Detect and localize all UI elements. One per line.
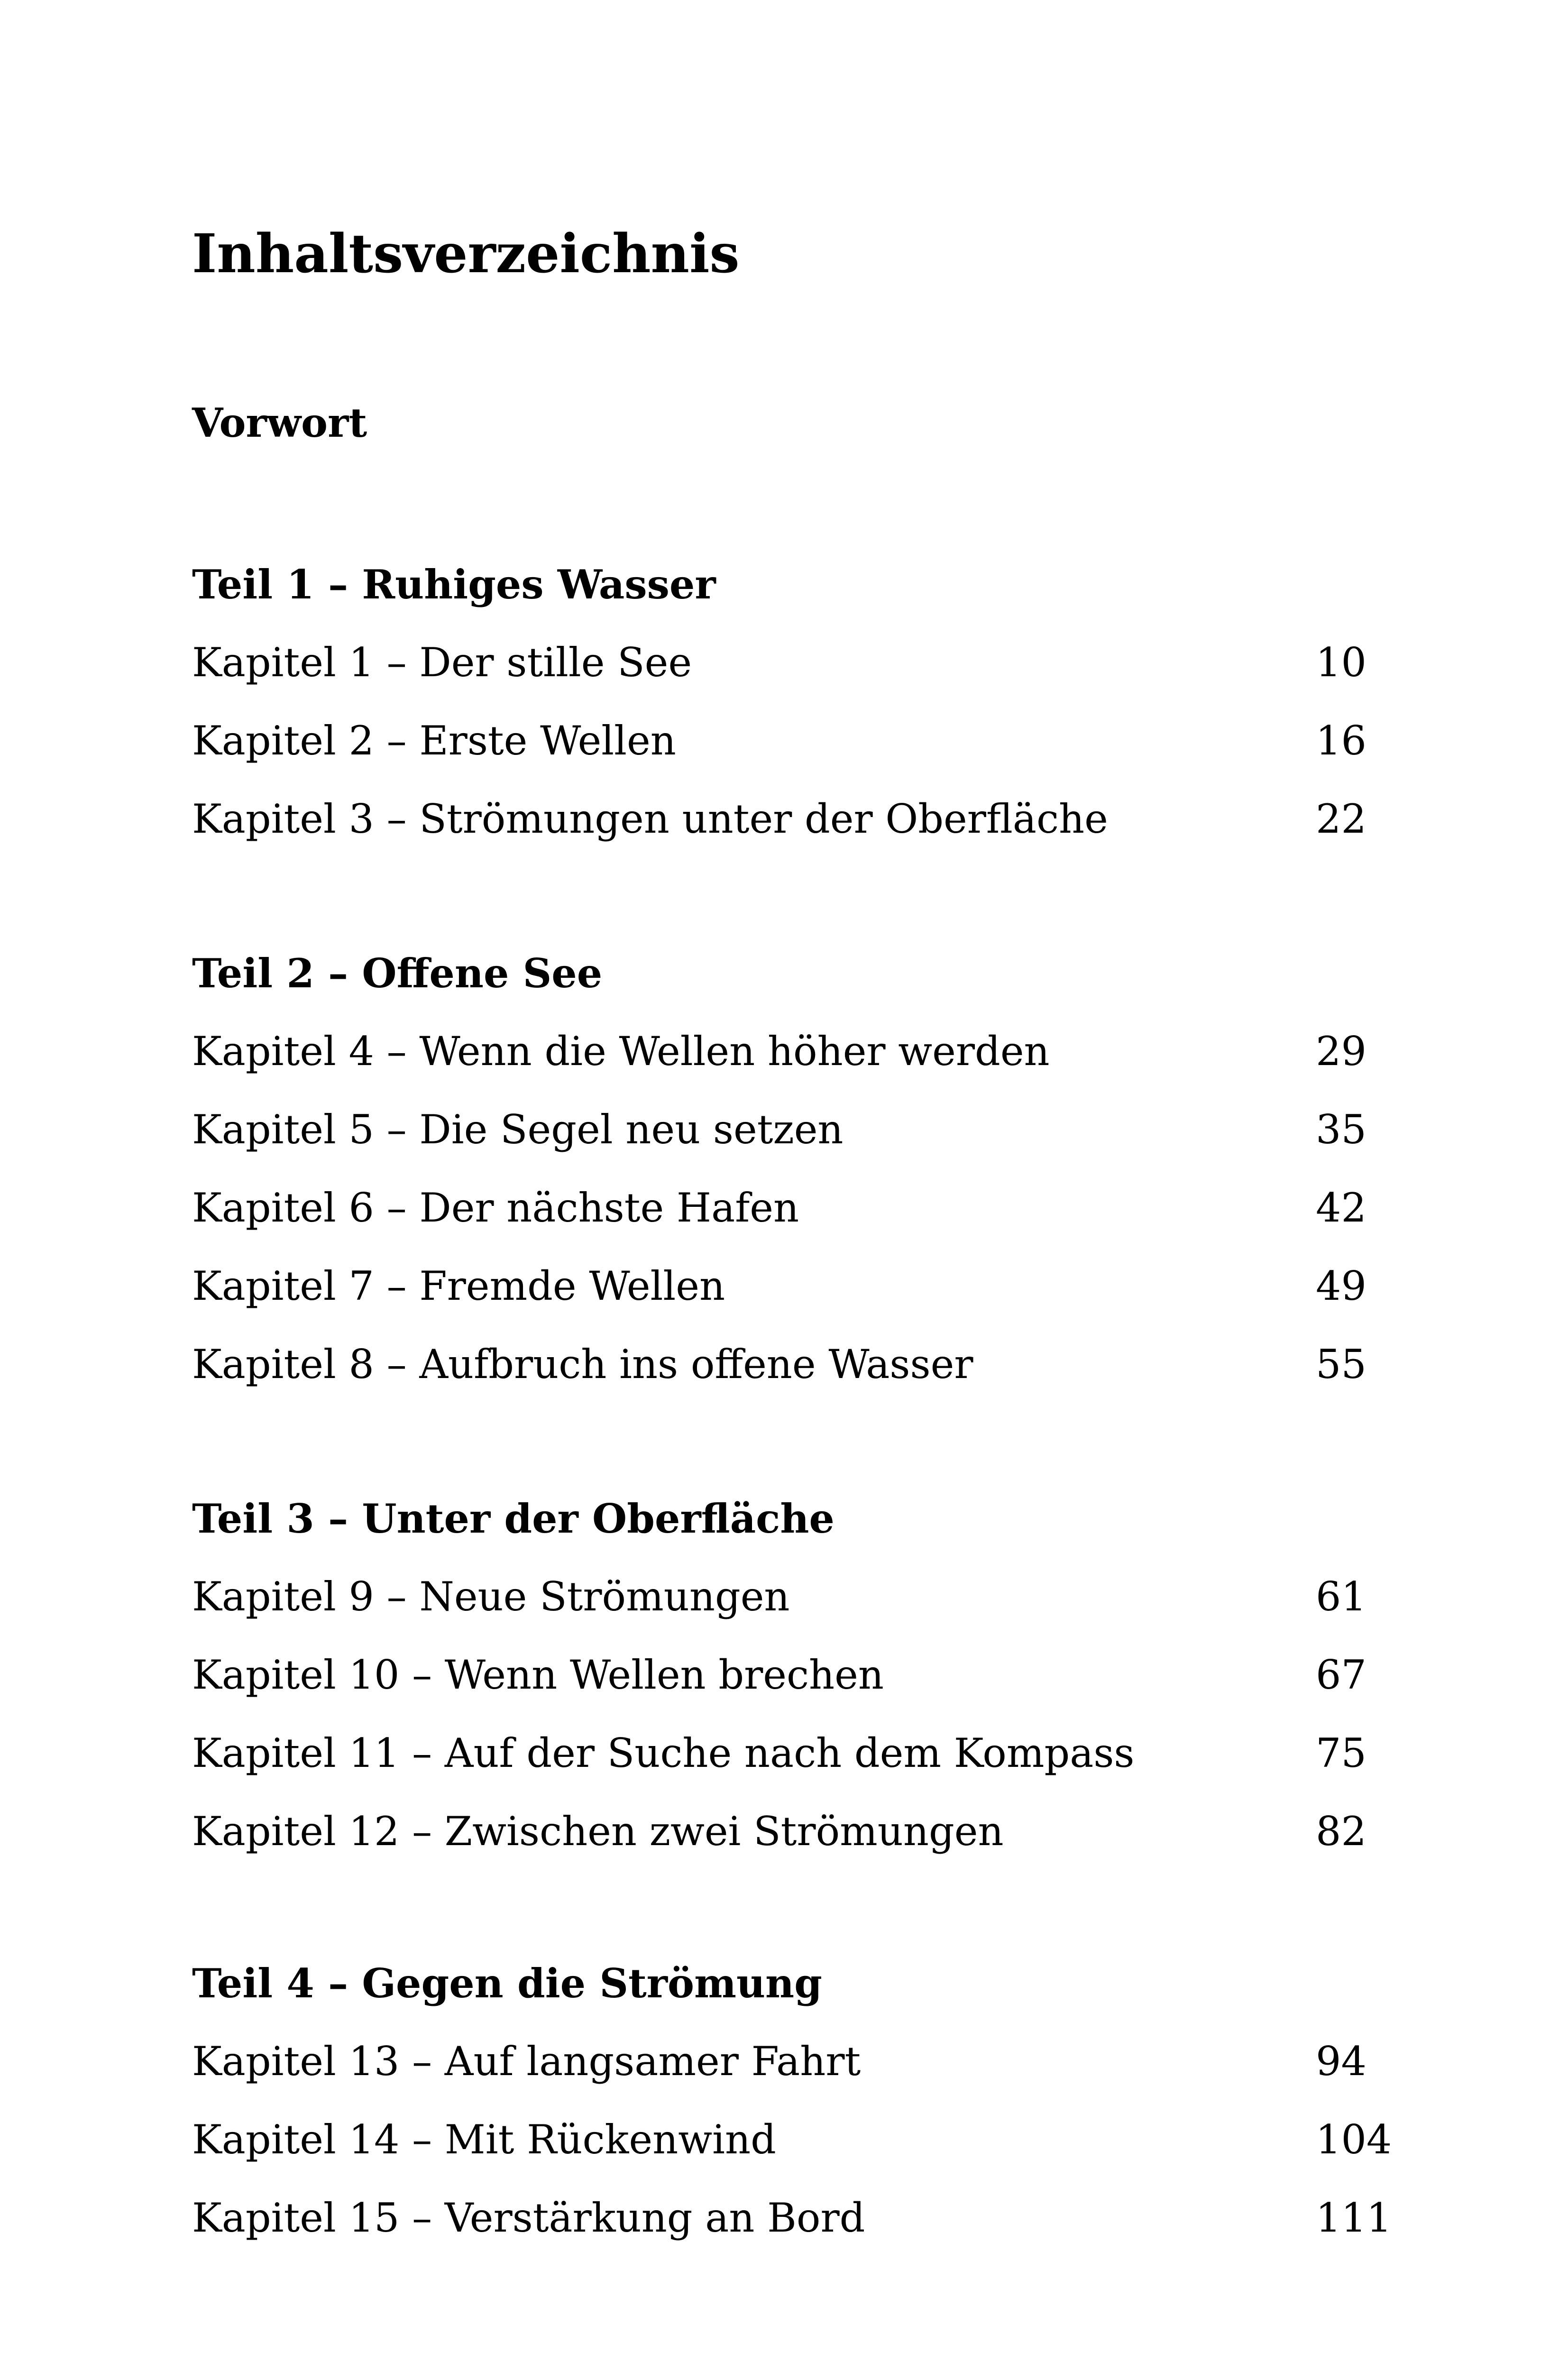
chapter-entry	[192, 2101, 1392, 2179]
chapter-title: Kapitel 8 – Aufbruch ins offene Wasser	[192, 1341, 973, 1388]
chapter-title: Kapitel 1 – Der stille See	[192, 639, 692, 686]
chapter-title: Kapitel 10 – Wenn Wellen brechen	[192, 1652, 884, 1698]
part-section	[192, 1944, 1392, 2257]
chapter-page-number: 49	[1316, 1263, 1366, 1309]
chapter-title: Kapitel 12 – Zwischen zwei Strömungen	[192, 1808, 1004, 1855]
part-heading: Teil 1 – Ruhiges Wasser	[192, 561, 716, 608]
chapter-title: Kapitel 6 – Der nächste Hafen	[192, 1185, 799, 1231]
chapter-title: Kapitel 4 – Wenn die Wellen höher werden	[192, 1028, 1050, 1075]
chapter-title: Kapitel 5 – Die Segel neu setzen	[192, 1106, 844, 1153]
chapter-page-number: 42	[1316, 1185, 1366, 1231]
chapter-page-number: 111	[1316, 2195, 1392, 2241]
part-heading: Teil 4 – Gegen die Strömung	[192, 1960, 822, 2007]
chapter-page-number: 104	[1316, 2116, 1392, 2163]
part-heading: Teil 3 – Unter der Oberfläche	[192, 1495, 834, 1542]
part-heading: Teil 2 – Offene See	[192, 950, 603, 997]
chapter-list	[192, 624, 1377, 858]
chapter-list	[192, 1012, 1377, 1404]
chapter-page-number: 82	[1316, 1808, 1366, 1855]
part-section	[192, 934, 1377, 1404]
chapter-entry	[192, 1792, 1377, 1871]
chapter-entry	[192, 702, 1377, 780]
chapter-entry	[192, 624, 1377, 702]
chapter-title: Kapitel 9 – Neue Strömungen	[192, 1573, 790, 1620]
chapter-page-number: 75	[1316, 1730, 1366, 1776]
chapter-entry	[192, 1247, 1377, 1325]
chapter-title: Kapitel 13 – Auf langsamer Fahrt	[192, 2038, 861, 2085]
chapter-entry	[192, 2022, 1377, 2101]
preface-heading: Vorwort	[192, 399, 367, 446]
chapter-page-number: 94	[1316, 2038, 1366, 2085]
chapter-page-number: 16	[1316, 717, 1366, 764]
part-section	[192, 1480, 1377, 1871]
chapter-title: Kapitel 14 – Mit Rückenwind	[192, 2116, 776, 2163]
page-title: Inhaltsverzeichnis	[192, 223, 740, 285]
chapter-page-number: 10	[1316, 639, 1366, 686]
chapter-entry	[192, 1558, 1377, 1636]
chapter-page-number: 55	[1316, 1341, 1366, 1388]
chapter-page-number: 29	[1316, 1028, 1366, 1075]
chapter-entry	[192, 1012, 1377, 1091]
chapter-page-number: 22	[1316, 796, 1366, 842]
chapter-entry	[192, 1636, 1377, 1714]
chapter-list	[192, 1558, 1377, 1871]
chapter-title: Kapitel 7 – Fremde Wellen	[192, 1263, 725, 1309]
chapter-page-number: 67	[1316, 1652, 1366, 1698]
chapter-entry	[192, 1169, 1377, 1247]
chapter-page-number: 61	[1316, 1573, 1366, 1620]
chapter-entry	[192, 1714, 1377, 1792]
chapter-title: Kapitel 2 – Erste Wellen	[192, 717, 676, 764]
part-section	[192, 545, 1377, 858]
chapter-entry	[192, 1325, 1377, 1404]
chapter-list	[192, 2022, 1392, 2257]
chapter-title: Kapitel 15 – Verstärkung an Bord	[192, 2195, 865, 2241]
chapter-page-number: 35	[1316, 1106, 1366, 1153]
chapter-title: Kapitel 3 – Strömungen unter der Oberfläche	[192, 796, 1108, 842]
chapter-entry	[192, 2179, 1392, 2257]
chapter-title: Kapitel 11 – Auf der Suche nach dem Kompass	[192, 1730, 1135, 1776]
chapter-entry	[192, 780, 1377, 858]
chapter-entry	[192, 1091, 1377, 1169]
